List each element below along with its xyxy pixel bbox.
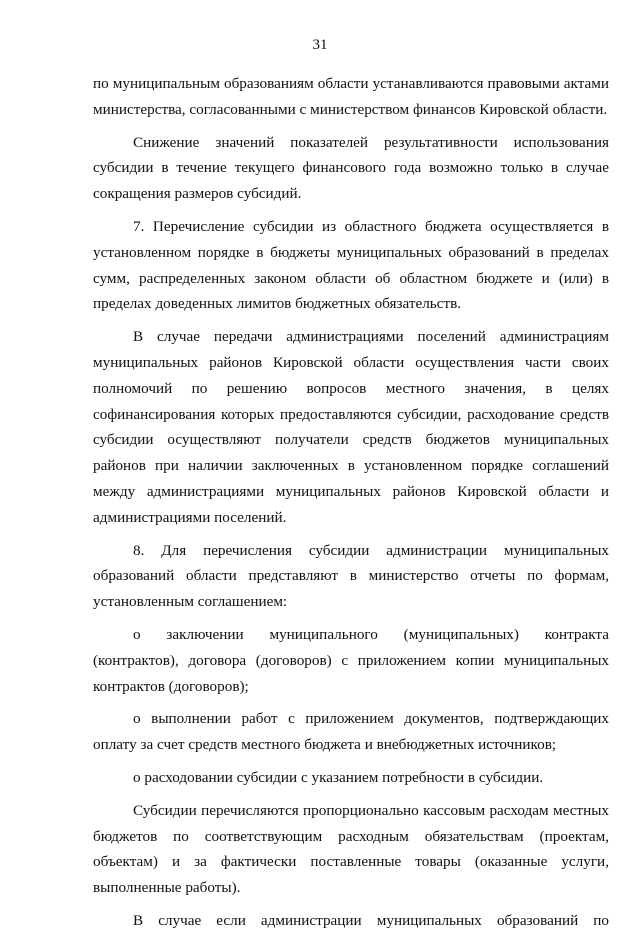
paragraph-transfer-of-powers: В случае передачи администрациями поселений администрациям муниципальных районов Кировской области осуществления части своих полномочий по решению вопросов местного значения, в целях софинансирования которых предоставляются субсидии, расходование средств субсидии осуществляют получатели средств бюджетов муниципальных районов при наличии заключенных в установленном порядке соглашений между администрациями муниципальных районов Кировской области и администрациями поселений. <box>93 328 609 526</box>
paragraph-trailing: В случае если администрации муниципальных образований по <box>133 911 609 929</box>
list-item-works: о выполнении работ с приложением документов, подтверждающих оплату за счет средств местного бюджета и внебюджетных источников; <box>93 710 609 754</box>
paragraph-continuation: по муниципальным образованиям области устанавливаются правовыми актами министерства, согласованными с министерством финансов Кировской области. <box>93 75 609 118</box>
paragraph-item-8: 8. Для перечисления субсидии администрации муниципальных образований области представляют в министерство отчеты по формам, установленным соглашением: <box>93 541 609 611</box>
document-body <box>93 71 609 941</box>
paragraph-proportional-transfer: Субсидии перечисляются пропорционально кассовым расходам местных бюджетов по соответствующим расходным обязательствам (проектам, объектам) и за фактически поставленные товары (оказанные услуги, выполненные работы). <box>93 801 609 897</box>
paragraph-indicator-reduction: Снижение значений показателей результативности использования субсидии в течение текущего финансового года возможно только в случае сокращения размеров субсидий. <box>93 133 609 203</box>
list-item-spending: о расходовании субсидии с указанием потребности в субсидии. <box>133 768 544 786</box>
list-item-contracts: о заключении муниципального (муниципальных) контракта (контрактов), договора (договоров) с приложением копии муниципальных контрактов (договоров); <box>93 625 609 695</box>
page-number: 31 <box>312 37 328 53</box>
paragraph-item-7: 7. Перечисление субсидии из областного бюджета осуществляется в установленном порядке в бюджеты муниципальных образований в пределах сумм, распределенных законом области об областном бюджете и (или) в пределах доведенных лимитов бюджетных обязательств. <box>93 217 609 313</box>
